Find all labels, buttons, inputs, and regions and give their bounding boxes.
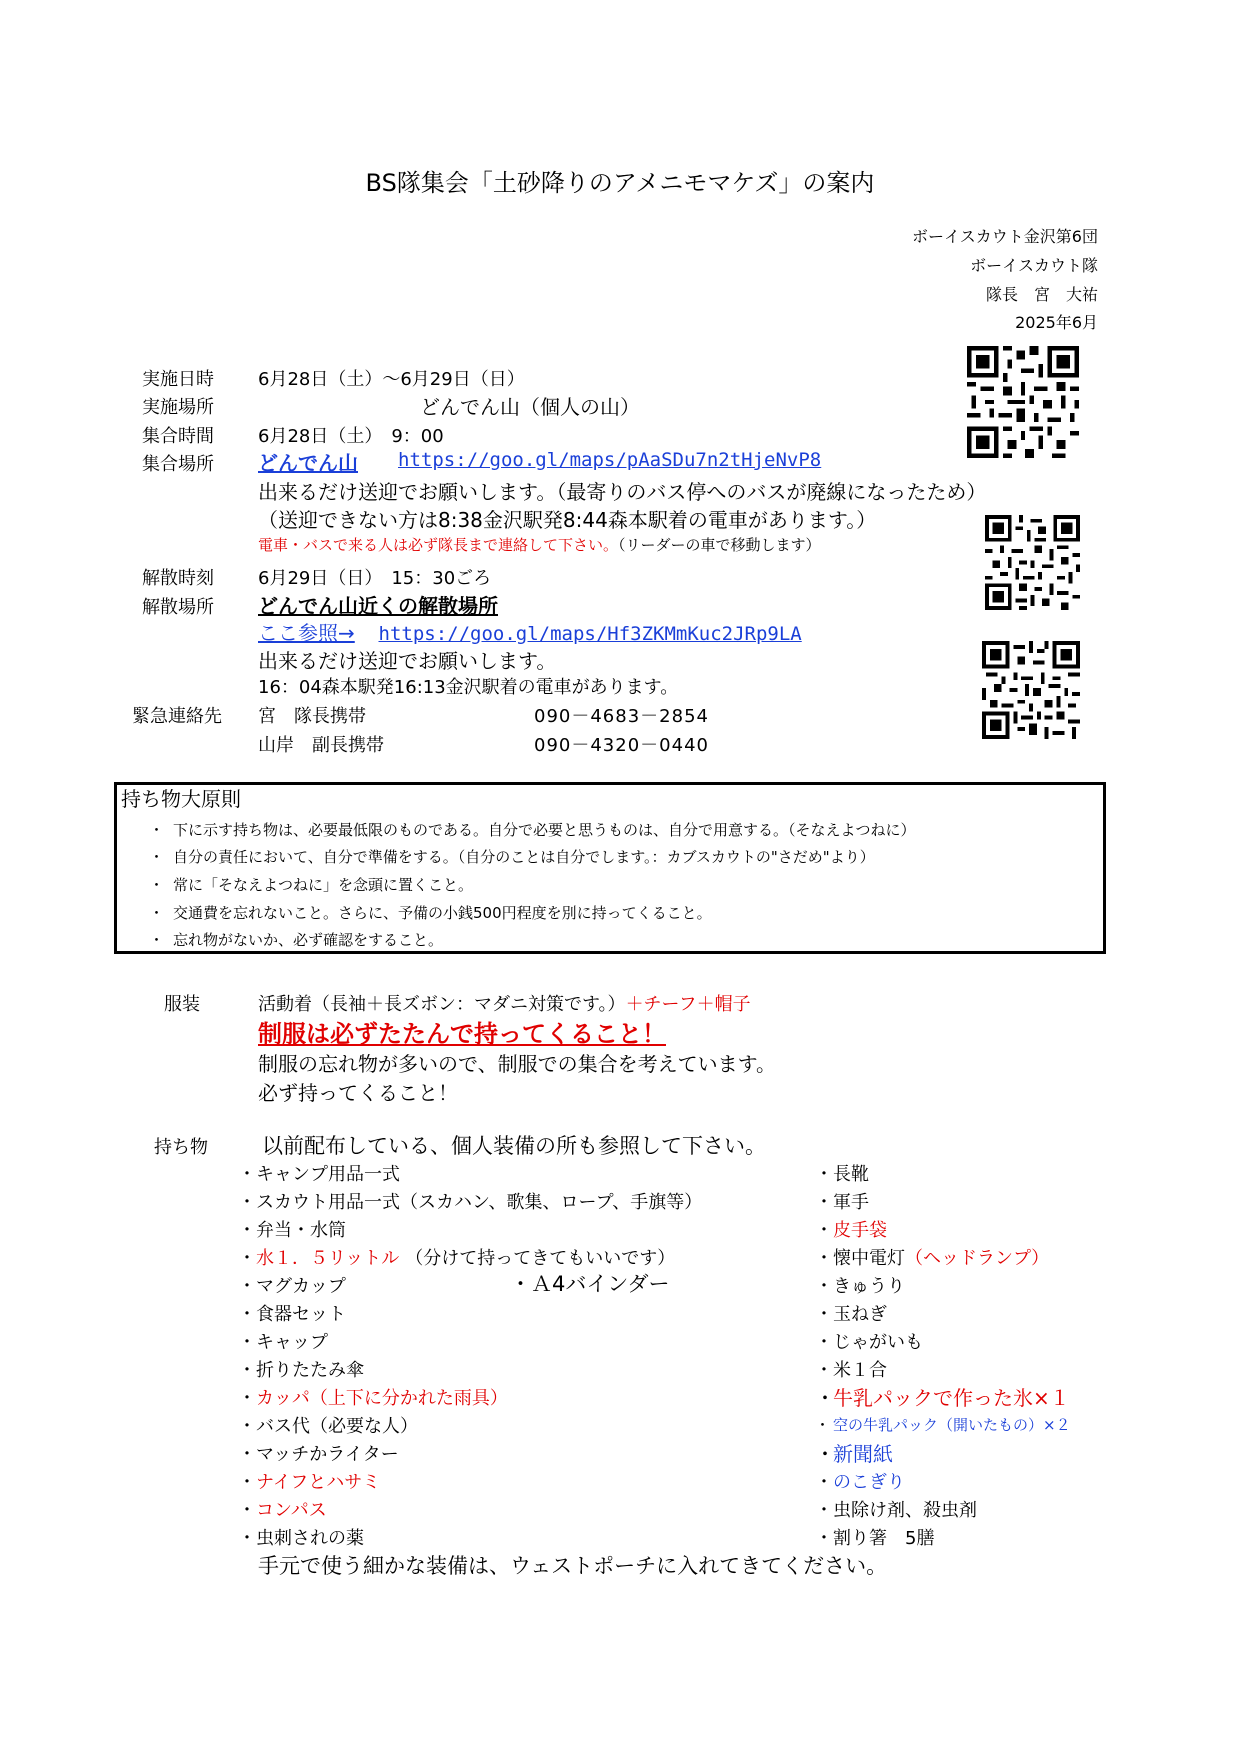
belongings-intro: 以前配布している、個人装備の所も参照して下さい。 xyxy=(262,1134,766,1158)
list-item: ・カッパ（上下に分かれた雨具） xyxy=(238,1388,508,1409)
list-item: ・軍手 xyxy=(815,1192,869,1213)
qr-code-3[interactable] xyxy=(982,641,1080,739)
dismiss-ref-label[interactable]: ここ参照→ xyxy=(258,621,355,645)
uniform-warning: 制服は必ずたたんで持ってくること！ xyxy=(258,1020,666,1048)
list-item: ・折りたたみ傘 xyxy=(238,1360,364,1381)
clothing-main: 活動着（長袖＋長ズボン：マダニ対策です。） xyxy=(258,994,626,1015)
list-item: ・割り箸 5膳 xyxy=(815,1528,935,1549)
principles-title: 持ち物大原則 xyxy=(121,787,241,811)
contact-note: （リーダーの車で移動します） xyxy=(618,536,821,554)
meet-time-value: 6月28日（土） 9：00 xyxy=(258,426,444,447)
contact-phone-1[interactable]: 090－4683－2854 xyxy=(534,706,709,727)
contact-name-1: 宮 隊長携帯 xyxy=(258,706,366,727)
principle-rule: ・ 自分の責任において、自分で準備をする。（自分のことは自分でします。：カブスカウトの"さだめ"より） xyxy=(149,848,875,866)
uniform-note-1: 制服の忘れ物が多いので、制服での集合を考えています。 xyxy=(258,1052,776,1076)
clothing-extra: ＋チーフ＋帽子 xyxy=(625,994,751,1015)
dismiss-map-link[interactable]: https://goo.gl/maps/Hf3ZKMmKuc2JRp9LA xyxy=(378,623,802,645)
meet-place-map-link[interactable]: https://goo.gl/maps/pAaSDu7n2tHjeNvP8 xyxy=(398,449,822,471)
meet-place-label: 集合場所 xyxy=(142,454,214,475)
list-item: ・きゅうり xyxy=(815,1276,905,1297)
list-item: ・水１．５リットル （分けて持ってきてもいいです） xyxy=(238,1248,676,1269)
list-item: ・米１合 xyxy=(815,1360,887,1381)
meet-time-label: 集合時間 xyxy=(142,426,214,447)
principle-rule: ・ 下に示す持ち物は、必要最低限のものである。自分で必要と思うものは、自分で用意する。（そなえよつねに） xyxy=(149,821,916,839)
belongings-label: 持ち物 xyxy=(154,1137,208,1158)
dismiss-time-label: 解散時刻 xyxy=(142,568,214,589)
list-item: ・マッチかライター xyxy=(238,1444,399,1465)
date-value: 6月28日（土）～6月29日（日） xyxy=(258,369,525,390)
emergency-label: 緊急連絡先 xyxy=(132,706,222,727)
principles-box xyxy=(114,782,1106,954)
list-item: ・コンパス xyxy=(238,1500,327,1521)
list-item: ・虫刺されの薬 xyxy=(238,1528,364,1549)
list-item: ・ナイフとハサミ xyxy=(238,1472,381,1493)
place-label: 実施場所 xyxy=(142,397,214,418)
list-item: ・長靴 xyxy=(815,1164,869,1185)
meet-place-name: どんでん山 xyxy=(258,451,358,475)
list-item: ・皮手袋 xyxy=(815,1220,887,1241)
org-name: ボーイスカウト金沢第6団 xyxy=(911,227,1098,246)
transport-note: 出来るだけ送迎でお願いします。（最寄りのバス停へのバスが廃線になったため） xyxy=(258,480,987,504)
dismiss-place-label: 解散場所 xyxy=(142,597,214,618)
belongings-footer: 手元で使う細かな装備は、ウェストポーチに入れてきてください。 xyxy=(258,1554,888,1578)
list-item: ・じゃがいも xyxy=(815,1332,923,1353)
list-item: ・牛乳パックで作った氷×１ xyxy=(815,1386,1070,1410)
list-item: ・懐中電灯（ヘッドランプ） xyxy=(815,1248,1050,1269)
place-value: どんでん山（個人の山） xyxy=(420,395,640,419)
list-item: ・キャップ xyxy=(238,1332,328,1353)
list-item: ・マグカップ xyxy=(238,1276,346,1297)
list-item: ・虫除け剤、殺虫剤 xyxy=(815,1500,977,1521)
list-item: ・弁当・水筒 xyxy=(238,1220,346,1241)
principle-rule: ・ 交通費を忘れないこと。さらに、予備の小銭500円程度を別に持ってくること。 xyxy=(149,904,712,922)
list-item: ・ 空の牛乳パック（開いたもの）×２ xyxy=(815,1416,1071,1434)
list-item: ・食器セット xyxy=(238,1304,346,1325)
principle-rule: ・ 常に「そなえよつねに」を念頭に置くこと。 xyxy=(149,876,474,894)
pickup-note: 出来るだけ送迎でお願いします。 xyxy=(258,649,557,673)
contact-phone-2[interactable]: 090－4320－0440 xyxy=(534,735,709,756)
date-label: 実施日時 xyxy=(142,369,214,390)
list-item: ・玉ねぎ xyxy=(815,1304,887,1325)
binder-item: ・Ａ4バインダー xyxy=(510,1272,670,1296)
page-title: BS隊集会「土砂降りのアメニモマケズ」の案内 xyxy=(365,169,875,197)
dismiss-place-name: どんでん山近くの解散場所 xyxy=(258,594,498,618)
dismiss-time-value: 6月29日（日） 15：30ごろ xyxy=(258,568,492,589)
train-note: （送迎できない方は8:38金沢駅発8:44森本駅着の電車があります。） xyxy=(258,508,877,532)
uniform-note-2: 必ず持ってくること！ xyxy=(258,1081,458,1105)
contact-name-2: 山岸 副長携帯 xyxy=(258,735,384,756)
org-leader: 隊長 宮 大祐 xyxy=(985,285,1098,304)
list-item: ・キャンプ用品一式 xyxy=(238,1164,400,1185)
list-item: ・スカウト用品一式（スカハン、歌集、ロープ、手旗等） xyxy=(238,1192,703,1213)
list-item: ・のこぎり xyxy=(815,1472,905,1493)
return-train-note: 16：04森本駅発16:13金沢駅着の電車があります。 xyxy=(258,677,679,698)
contact-note-red: 電車・バスで来る人は必ず隊長まで連絡して下さい。 xyxy=(258,536,619,554)
principle-rule: ・ 忘れ物がないか、必ず確認をすること。 xyxy=(149,931,444,949)
list-item: ・バス代（必要な人） xyxy=(238,1416,418,1437)
qr-code-1[interactable] xyxy=(967,346,1079,458)
org-unit: ボーイスカウト隊 xyxy=(970,256,1098,275)
list-item: ・新聞紙 xyxy=(815,1442,893,1466)
qr-code-2[interactable] xyxy=(985,515,1080,610)
org-date: 2025年6月 xyxy=(1015,313,1098,332)
clothing-label: 服装 xyxy=(164,994,200,1015)
